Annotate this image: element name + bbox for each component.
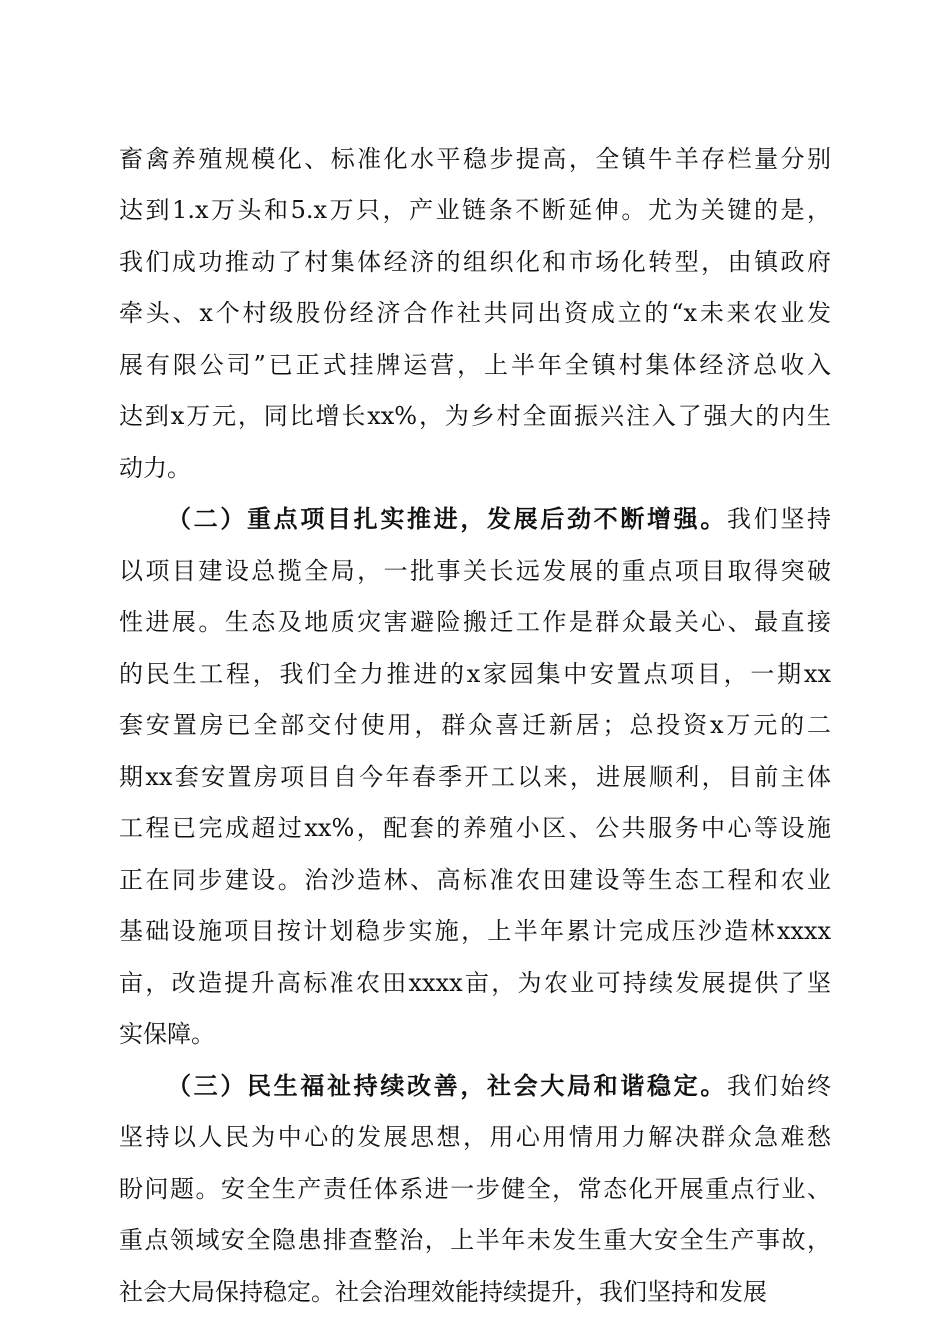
paragraph-line: 重点领域安全隐患排查整治，上半年未发生重大安全生产事故， <box>119 1226 831 1254</box>
paragraph-line: 达到1.x万头和5.x万只，产业链条不断延伸。尤为关键的是， <box>119 196 831 224</box>
paragraph-line: 以项目建设总揽全局，一批事关长远发展的重点项目取得突破 <box>119 557 831 585</box>
paragraph-first-line <box>167 1065 831 1107</box>
paragraph-line: 正在同步建设。治沙造林、高标准农田建设等生态工程和农业 <box>119 866 831 894</box>
paragraph-line: 套安置房已全部交付使用，群众喜迁新居；总投资x万元的二 <box>119 711 831 739</box>
paragraph-line: 牵头、x个村级股份经济合作社共同出资成立的“x未来农业发 <box>119 299 831 327</box>
paragraph-line: 的民生工程，我们全力推进的x家园集中安置点项目，一期xx <box>119 660 831 688</box>
paragraph-line: 基础设施项目按计划稳步实施，上半年累计完成压沙造林xxxx <box>119 917 831 945</box>
paragraph-line: 盼问题。安全生产责任体系进一步健全，常态化开展重点行业、 <box>119 1175 831 1203</box>
paragraph-line: 亩，改造提升高标准农田xxxx亩，为农业可持续发展提供了坚 <box>119 969 831 997</box>
paragraph-line: 坚持以人民为中心的发展思想，用心用情用力解决群众急难愁 <box>119 1123 831 1151</box>
paragraph-line: 工程已完成超过xx%，配套的养殖小区、公共服务中心等设施 <box>119 814 831 842</box>
paragraph-line: 社会大局保持稳定。社会治理效能持续提升，我们坚持和发展 <box>119 1278 767 1306</box>
paragraph-line: 实保障。 <box>119 1020 215 1048</box>
paragraph-line: 动力。 <box>119 454 191 482</box>
paragraph-line: 我们成功推动了村集体经济的组织化和市场化转型，由镇政府 <box>119 248 831 276</box>
section-heading: （三）民生福祉持续改善，社会大局和谐稳定。 <box>167 1072 727 1100</box>
paragraph-line: 畜禽养殖规模化、标准化水平稳步提高，全镇牛羊存栏量分别 <box>119 145 831 173</box>
paragraph-line: 达到x万元，同比增长xx%，为乡村全面振兴注入了强大的内生 <box>119 402 831 430</box>
paragraph-line: 期xx套安置房项目自今年春季开工以来，进展顺利，目前主体 <box>119 763 831 791</box>
paragraph-line: 展有限公司”已正式挂牌运营，上半年全镇村集体经济总收入 <box>119 351 831 379</box>
paragraph-line: 性进展。生态及地质灾害避险搬迁工作是群众最关心、最直接 <box>119 608 831 636</box>
paragraph-first-line <box>167 498 831 540</box>
first-line-rest: 我们始终 <box>727 1072 831 1100</box>
first-line-rest: 我们坚持 <box>727 505 831 533</box>
section-heading: （二）重点项目扎实推进，发展后劲不断增强。 <box>167 505 727 533</box>
